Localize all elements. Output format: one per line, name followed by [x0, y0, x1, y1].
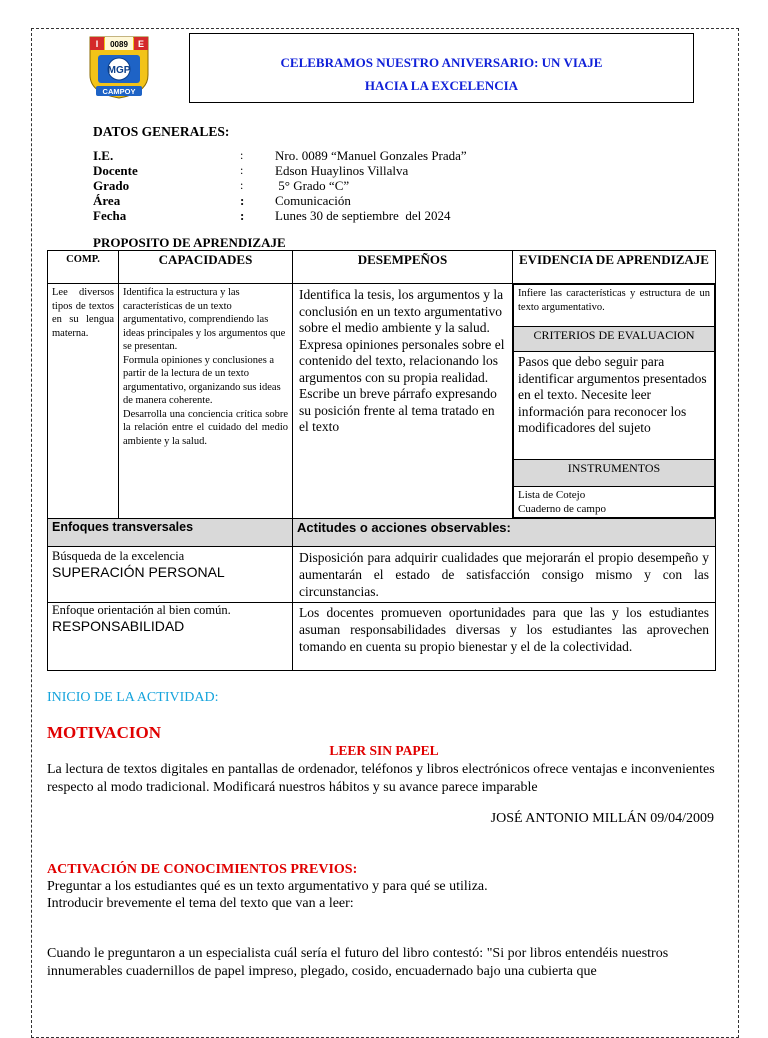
proposito-heading: PROPOSITO DE APRENDIZAJE	[93, 235, 286, 250]
reading-text: La lectura de textos digitales en pantallas de ordenador, teléfonos y libros electrónicos ofrece ventajas e inconvenientes respecto al modo tradicional. Modificará nuestros hábitos y su avance parece imparable	[47, 762, 715, 795]
capacidades-cell	[119, 284, 293, 519]
label-fecha: Fecha	[93, 208, 127, 223]
table-header-row	[48, 251, 716, 284]
value-fecha: Lunes 30 de septiembre del 2024	[275, 208, 451, 223]
sep-grado: :	[240, 178, 244, 192]
enfoque-2-value: RESPONSABILIDAD	[52, 618, 185, 634]
header-capacidades: CAPACIDADES	[119, 251, 293, 284]
evidencia-nested	[513, 284, 715, 518]
activacion-line-1: Preguntar a los estudiantes qué es un texto argumentativo y para qué se utiliza.	[47, 879, 488, 894]
instrumento-1: Lista de Cotejo	[518, 489, 586, 501]
capacidad-1: Identifica la estructura y las características de un texto argumentativo, comprendiendo las ideas principales y los argumentos que se presentan.	[123, 287, 286, 352]
desempenos-cell	[293, 284, 513, 519]
label-grado: Grado	[93, 178, 130, 193]
enfoque-1-value: SUPERACIÓN PERSONAL	[52, 564, 225, 580]
header-evidencia: EVIDENCIA DE APRENDIZAJE	[513, 251, 716, 284]
enfoque-1-action: Disposición para adquirir cualidades que mejorarán el propio desempeño y aumentarán el estado de satisfacción consigo mismo y con las circunstancias.	[293, 547, 716, 603]
label-docente: Docente	[93, 163, 138, 178]
logo-caption: CAMPOY	[102, 87, 136, 96]
enfoque-2-name: Enfoque orientación al bien común.	[52, 603, 231, 617]
value-ie: Nro. 0089 “Manuel Gonzales Prada”	[275, 148, 467, 163]
criterios-text: Pasos que debo seguir para identificar argumentos presentados en el texto. Necesite leer información para reconocer los modificadores del sujeto	[514, 352, 715, 460]
reading-title: LEER SIN PAPEL	[329, 743, 439, 758]
desempeno-2: Expresa opiniones personales sobre el contenido del texto, relacionando los argumentos con su propia realidad.	[299, 336, 505, 385]
value-grado: 5° Grado “C”	[275, 178, 350, 193]
motivacion-title: MOTIVACION	[47, 723, 161, 742]
reading-author: JOSÉ ANTONIO MILLÁN 09/04/2009	[490, 811, 714, 826]
enfoque-1-name: Búsqueda de la excelencia	[52, 549, 185, 563]
enfoque-2-action: Los docentes promueven oportunidades para que las y los estudiantes asuman responsabilidades diversas y los estudiantes las aprovechen tomando en cuenta su propio bienestar y el de la colectividad.	[293, 603, 716, 671]
label-area: Área	[93, 193, 121, 208]
learning-purpose-table	[47, 250, 716, 671]
activacion-paragraph: Cuando le preguntaron a un especialista cuál sería el futuro del libro contestó: "Si por libros entendéis nuestros innumerables cuadernillos de papel impreso, plegado, cosido, encuadernado bajo una cubierta que	[47, 946, 669, 979]
sep-fecha: :	[240, 208, 245, 223]
value-area: Comunicación	[275, 193, 351, 208]
enfoque-1-cell	[48, 547, 293, 603]
enfoque-2-cell	[48, 603, 293, 671]
enfoques-header: Enfoques transversales	[48, 519, 293, 547]
header-desempenos: DESEMPEÑOS	[293, 251, 513, 284]
title-line-1: CELEBRAMOS NUESTRO ANIVERSARIO: UN VIAJE	[280, 55, 603, 70]
instrumentos-list	[514, 487, 715, 518]
label-ie: I.E.	[93, 148, 114, 163]
desempeno-1: Identifica la tesis, los argumentos y la conclusión en un texto argumentativo sobre el medio ambiente y la salud.	[299, 287, 504, 335]
logo-letter-left: I	[95, 39, 99, 49]
activacion-title: ACTIVACIÓN DE CONOCIMIENTOS PREVIOS:	[47, 862, 358, 877]
actitudes-header: Actitudes o acciones observables:	[293, 519, 716, 547]
inicio-label: INICIO DE LA ACTIVIDAD:	[47, 690, 219, 705]
logo-number: 0089	[110, 40, 128, 49]
instrumento-2: Cuaderno de campo	[518, 502, 606, 515]
sep-docente: :	[240, 163, 244, 177]
table-row	[48, 547, 716, 603]
enfoques-header-row	[48, 519, 716, 547]
criterios-header: CRITERIOS DE EVALUACION	[514, 327, 715, 352]
logo-letter-right: E	[137, 39, 145, 49]
header-comp: COMP.	[48, 251, 119, 284]
evidencia-text: Infiere las características y estructura de un texto argumentativo.	[514, 285, 715, 327]
instrumentos-header: INSTRUMENTOS	[514, 460, 715, 487]
evidencia-cell	[513, 284, 716, 519]
title-box	[189, 33, 694, 103]
school-crest-logo	[88, 35, 150, 99]
table-row	[48, 603, 716, 671]
logo-monogram: MGP	[107, 65, 131, 76]
capacidad-2: Formula opiniones y conclusiones a partir de la lectura de un texto argumentativo, organizando sus ideas de manera coherente.	[123, 354, 281, 406]
value-docente: Edson Huaylinos Villalva	[275, 163, 409, 178]
capacidad-3: Desarrolla una conciencia crítica sobre la relación entre el cuidado del medio ambiente y la salud.	[123, 408, 288, 447]
sep-ie: :	[240, 148, 244, 162]
general-data-heading: DATOS GENERALES:	[93, 124, 230, 139]
table-row	[48, 284, 716, 519]
title-line-2: HACIA LA EXCELENCIA	[364, 78, 519, 93]
sep-area: :	[240, 193, 245, 208]
competencia-cell: Lee diversos tipos de textos en su lengua materna.	[48, 284, 119, 519]
desempeno-3: Escribe un breve párrafo expresando su posición frente al tema tratado en el texto	[299, 386, 497, 434]
activacion-line-2: Introducir brevemente el tema del texto que van a leer:	[47, 896, 354, 911]
